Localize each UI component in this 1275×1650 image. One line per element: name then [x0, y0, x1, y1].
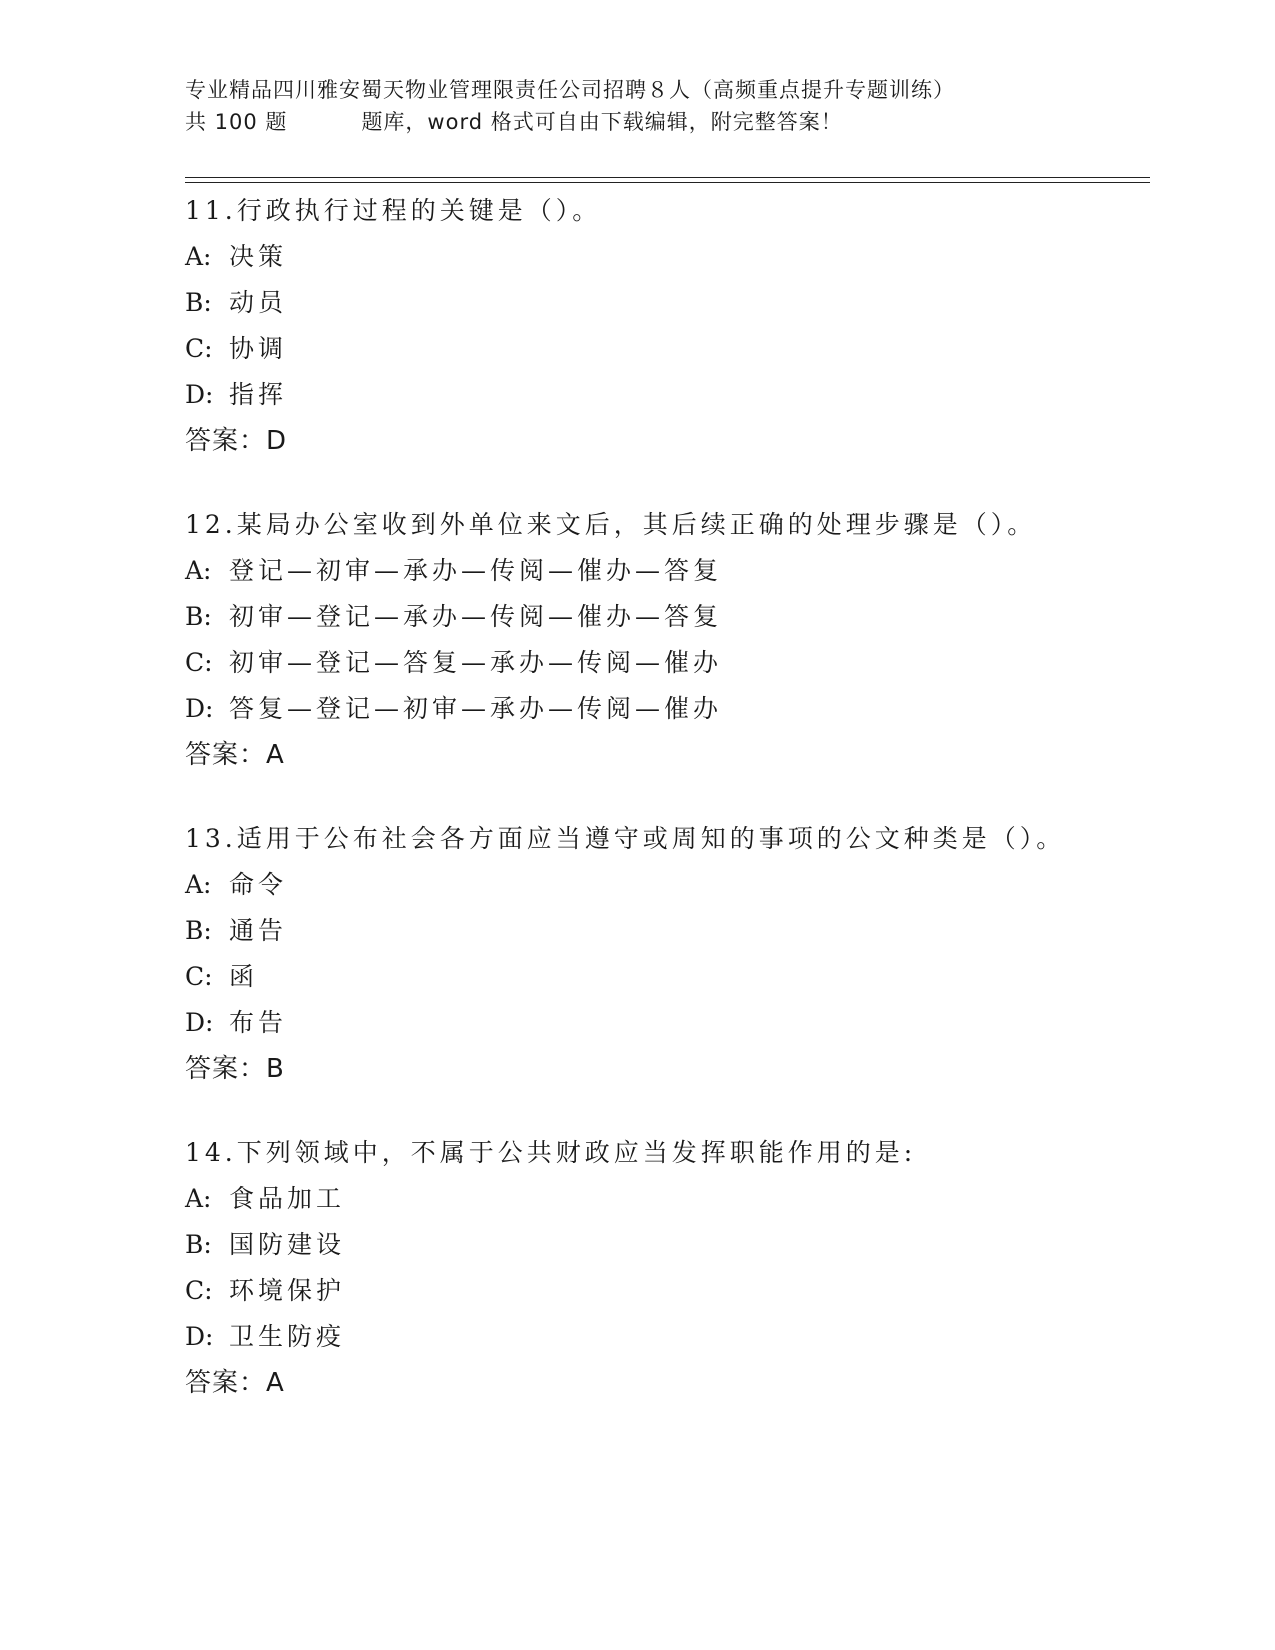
option-b: [185, 280, 1145, 326]
option-letter: A:: [185, 1184, 212, 1213]
option-text: 决策: [229, 242, 288, 271]
option-a: [185, 548, 1145, 594]
option-text: 国防建设: [229, 1230, 346, 1259]
header-subtitle: [185, 106, 1145, 138]
answer-line: 答案：B: [185, 1054, 285, 1084]
option-letter: C:: [185, 1276, 213, 1305]
document-header: [185, 74, 1145, 138]
option-text: 协调: [229, 334, 288, 363]
option-letter: A:: [185, 242, 212, 271]
answer-line: 答案：A: [185, 1368, 285, 1398]
option-c: [185, 640, 1145, 686]
option-text: 布告: [229, 1008, 288, 1037]
option-a: [185, 234, 1145, 280]
question-block: [185, 188, 1145, 464]
option-letter: C:: [185, 962, 213, 991]
option-c: [185, 1268, 1145, 1314]
option-letter: A:: [185, 870, 212, 899]
option-text: 指挥: [229, 380, 288, 409]
option-letter: D:: [185, 694, 214, 723]
answer-line: 答案：D: [185, 426, 288, 456]
option-d: [185, 686, 1145, 732]
option-letter: D:: [185, 1322, 214, 1351]
option-a: [185, 1176, 1145, 1222]
question-block: [185, 816, 1145, 1092]
option-letter: D:: [185, 1008, 214, 1037]
option-text: 答复—登记—初审—承办—传阅—催办: [229, 694, 723, 723]
option-b: [185, 594, 1145, 640]
option-text: 环境保护: [229, 1276, 346, 1305]
question-block: [185, 502, 1145, 778]
option-letter: A:: [185, 556, 212, 585]
question-stem: 13.适用于公布社会各方面应当遵守或周知的事项的公文种类是（）。: [185, 824, 1066, 853]
option-c: [185, 326, 1145, 372]
option-a: [185, 862, 1145, 908]
header-title: 专业精品四川雅安蜀天物业管理限责任公司招聘８人（高频重点提升专题训练）: [185, 78, 955, 102]
question-block: [185, 1130, 1145, 1406]
option-letter: B:: [185, 1230, 212, 1259]
option-text: 命令: [229, 870, 288, 899]
option-letter: D:: [185, 380, 214, 409]
option-letter: B:: [185, 916, 212, 945]
header-divider-top: [185, 177, 1150, 178]
option-letter: C:: [185, 648, 213, 677]
question-stem: 14.下列领域中，不属于公共财政应当发挥职能作用的是:: [185, 1138, 917, 1167]
option-letter: B:: [185, 288, 212, 317]
option-text: 动员: [229, 288, 288, 317]
header-divider-bottom: [185, 182, 1150, 183]
option-letter: C:: [185, 334, 213, 363]
question-count: 共 100 题: [185, 110, 288, 134]
option-c: [185, 954, 1145, 1000]
option-d: [185, 372, 1145, 418]
answer-line: 答案：A: [185, 740, 285, 770]
option-text: 初审—登记—答复—承办—传阅—催办: [229, 648, 723, 677]
header-description: 题库，word 格式可自由下载编辑，附完整答案！: [361, 110, 843, 134]
option-text: 通告: [229, 916, 288, 945]
option-text: 初审—登记—承办—传阅—催办—答复: [229, 602, 723, 631]
option-text: 函: [229, 962, 259, 991]
option-text: 卫生防疫: [229, 1322, 346, 1351]
option-letter: B:: [185, 602, 212, 631]
option-d: [185, 1000, 1145, 1046]
question-list: [185, 188, 1145, 1444]
question-stem: 11.行政执行过程的关键是（）。: [185, 196, 602, 225]
question-stem: 12.某局办公室收到外单位来文后，其后续正确的处理步骤是（）。: [185, 510, 1037, 539]
option-text: 食品加工: [229, 1184, 346, 1213]
option-text: 登记—初审—承办—传阅—催办—答复: [229, 556, 723, 585]
option-b: [185, 1222, 1145, 1268]
option-b: [185, 908, 1145, 954]
option-d: [185, 1314, 1145, 1360]
